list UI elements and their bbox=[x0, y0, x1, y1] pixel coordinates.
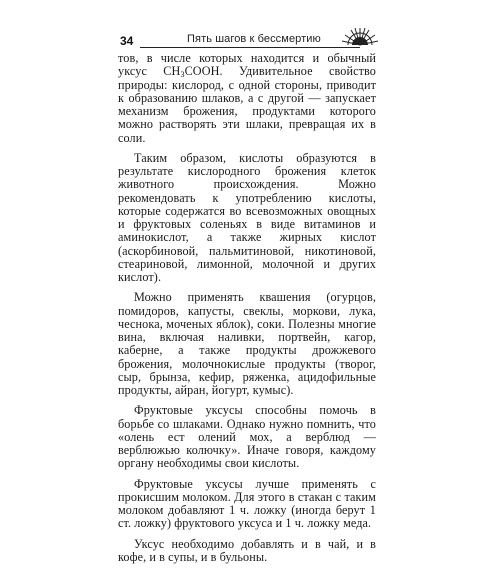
sun-ornament-icon bbox=[340, 26, 380, 46]
paragraph-3: Можно применять квашения (огурцов, помидоров, капусты, свеклы, моркови, лука, чеснока, моченых яблок), соки. Полезны многие вина, включая наливки, портвейн, кагор, каберне, а также продукты дрожжевого брожения, молочнокислые продукты (творог, сыр, брынза, кефир, ряженка, ацидофильные продукты, айран, йогурт, кумыс). bbox=[118, 290, 376, 397]
paragraph-6: Уксус необходимо добавлять и в чай, и в кофе, и в супы, и в бульоны. bbox=[118, 536, 376, 564]
running-title: Пять шагов к бессмертию bbox=[187, 33, 321, 45]
body-text bbox=[118, 52, 376, 571]
paragraph-4: Фруктовые уксусы способны помочь в борьбе со шлаками. Однако нужно помнить, что «олень ест олений мох, а верблюд — верблюжью колючку». Иначе говоря, каждому органу необходимы свои кислоты. bbox=[118, 403, 376, 471]
paragraph-5: Фруктовые уксусы лучше применять с прокисшим молоком. Для этого в стакан с таким молоком добавляют 1 ч. ложку (иногда берут 1 ст. ложку) фруктового уксуса и 1 ч. ложку меда. bbox=[118, 476, 376, 531]
paragraph-1: тов, в числе которых находится и обычный уксус $СН_3СООН$. Удивительное свойство природы: кислород, с одной стороны, приводит к образованию шлаков, а с другой — запускает механизм брожения, продуктами которого можно растворять эти шлаки, превращая их в соли. bbox=[118, 51, 376, 145]
header-rule bbox=[140, 47, 360, 48]
paragraph-2: Таким образом, кислоты образуются в результате кислородного брожения клеток животного происхождения. Можно рекомендовать к употреблению кислоты, которые содержатся во всевозможных овощных и фруктовых соленьях в виде витаминов и аминокислот, а также жирных кислот (аскорбиновой, пальмитиновой, никотиновой, стеариновой, лимонной, молочной и других кислот). bbox=[118, 150, 376, 284]
page-number: 34 bbox=[120, 34, 134, 48]
